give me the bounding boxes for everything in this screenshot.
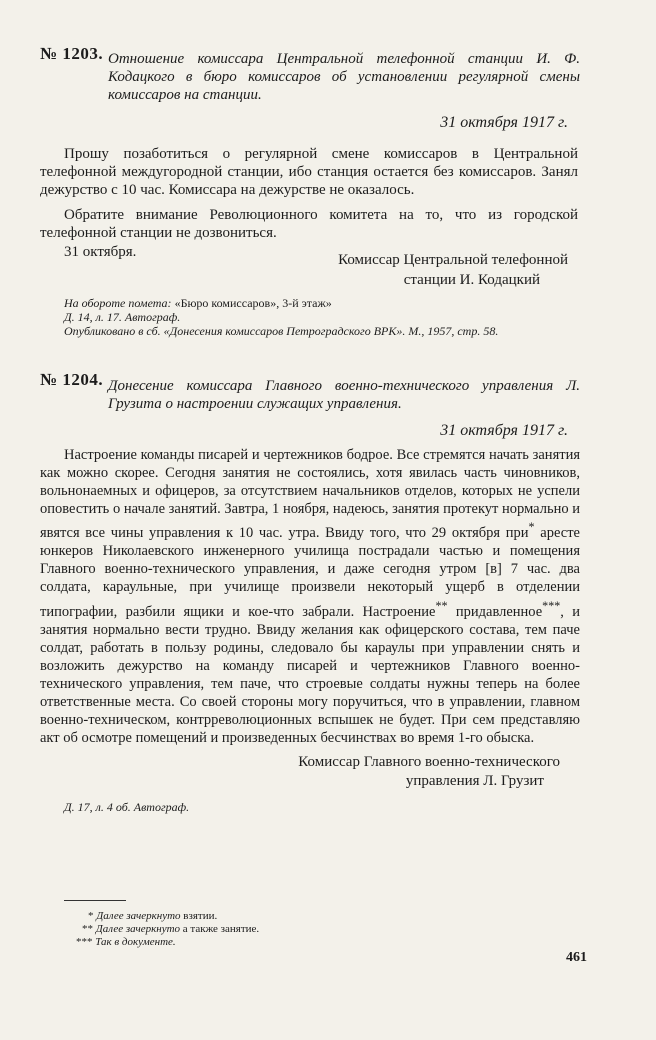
footnote-mark-1: *	[528, 520, 535, 535]
doc-1203-published: Опубликовано в сб. «Донесения комиссаров Петроградского ВРК». М., 1957, стр. 58.	[64, 324, 499, 338]
doc-1203-archive: Д. 14, л. 17. Автограф.	[64, 310, 181, 324]
footnote-3-italic: Так в документе.	[95, 936, 176, 948]
footnote-1	[88, 909, 217, 923]
doc-1204-number: № 1204.	[40, 370, 104, 389]
footnote-2-text: а также занятие.	[180, 923, 260, 935]
doc-1204-signature-line-2: управления Л. Грузит	[405, 773, 544, 789]
doc-1203-note-text: «Бюро комиссаров», 3-й этаж»	[174, 296, 332, 310]
page-number: 461	[566, 950, 587, 965]
doc-1203-date-line: 31 октября.	[64, 244, 137, 260]
doc-1204-signature-line-1: Комиссар Главного военно-технического	[298, 754, 560, 770]
doc-1203-signature-line-1: Комиссар Центральной телефонной	[338, 252, 568, 268]
footnote-1-italic: Далее зачеркнуто	[96, 910, 181, 922]
doc-1204-body-part-d: , и занятия нормально вести трудно. Ввиду желания как офицерского состава, тем паче солдат, работать в пользу родины, следовало бы караулы при управлении снять и возложить дежурство на команду писарей и чертежников Главного военно-технического управления, тем паче, что строевые солдаты нужны теперь на более ответственные места. Со своей стороны могу поручиться, что в управлении, главном военно-техническом, контрреволюционных вспышек не будет. При сем представляю акт об осмотре помещений и произведенных бесчинствах во время 1-го обыска.	[40, 603, 580, 747]
footnote-3-mark: ***	[76, 936, 93, 948]
footnote-2-italic: Далее зачеркнуто	[95, 923, 181, 935]
footnote-2-mark: **	[82, 923, 93, 935]
doc-1203-date: 31 октября 1917 г.	[440, 114, 568, 131]
doc-1203-note-prefix: На обороте помета:	[64, 296, 172, 310]
doc-1203-title: Отношение комиссара Центральной телефонной станции И. Ф. Кодацкого в бюро комиссаров об установлении регулярной смены комиссаров на станции.	[108, 51, 580, 103]
footnote-2	[82, 922, 259, 936]
doc-1203-paragraph-2: Обратите внимание Революционного комитета на то, что из городской телефонной станции не дозвониться.	[40, 207, 578, 241]
doc-1204-body	[40, 446, 580, 747]
doc-1204-body-part-b: аресте юнкеров Николаевского инженерного училища пострадали частью и помещения Главного военно-технического управления, и даже сегодня утром [в] 7 час. два солдата, караульные, при училище произвели некоторый ущерб в отделении типографии, разбили ящики и кое-что забрали. Настроение	[40, 525, 580, 620]
doc-1203-note	[64, 296, 332, 310]
footnote-1-mark: *	[88, 910, 94, 922]
doc-1203-signature-line-2: станции И. Кодацкий	[403, 272, 540, 288]
footnote-mark-3: ***	[542, 598, 561, 613]
footnote-1-text: взятии.	[180, 910, 218, 922]
doc-1204-title: Донесение комиссара Главного военно-технического управления Л. Грузита о настроении служащих управления.	[108, 378, 580, 412]
doc-1203-number: № 1203.	[40, 44, 104, 63]
doc-1204-body-part-a: Настроение команды писарей и чертежников бодрое. Все стремятся начать занятия как можно скорее. Сегодня занятия не состоялись, хотя явилась часть чиновников, вольнонаемных и офицеров, за отсутствием начальников отделов, которых не успели оповестить о начале занятий. Завтра, 1 ноября, надеюсь, занятия протекут нормально и явятся все чины управления к 10 час. утра. Ввиду того, что 29 октября при	[40, 447, 580, 542]
footnote-divider	[64, 900, 126, 901]
doc-1203-paragraph-1: Прошу позаботиться о регулярной смене комиссаров в Центральной телефонной междугородной станции, ибо станция остается без комиссаров. Занял дежурство с 10 час. Комиссара на дежурстве не оказалось.	[40, 146, 578, 198]
doc-1204-archive: Д. 17, л. 4 об. Автограф.	[64, 800, 190, 814]
footnote-mark-2: **	[435, 598, 448, 613]
footnote-3	[76, 935, 176, 949]
doc-1204-body-part-c: придавленное	[447, 603, 543, 620]
doc-1204-date: 31 октября 1917 г.	[440, 422, 568, 439]
